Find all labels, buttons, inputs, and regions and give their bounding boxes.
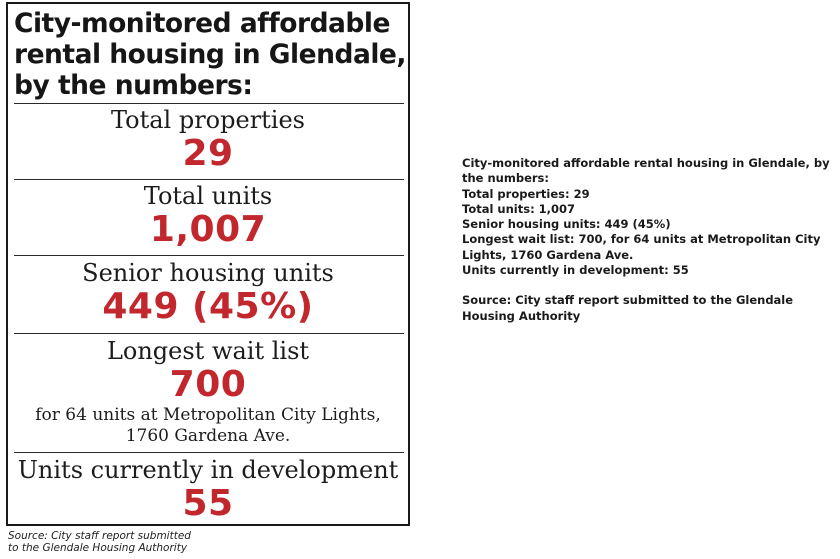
divider	[14, 452, 404, 453]
text-alternative	[462, 156, 838, 324]
infographic-title: City-monitored affordable rental housing in Glendale, by the numbers:	[14, 8, 406, 101]
stat-detail	[8, 405, 408, 447]
infographic-source	[8, 530, 191, 554]
stat-value: 29	[182, 133, 234, 174]
stat-detail-line: 1760 Gardena Ave.	[125, 426, 291, 446]
text-alt-line: Units currently in development: 55	[462, 263, 689, 278]
stat-detail-line: for 64 units at Metropolitan City Lights,	[35, 405, 381, 425]
source-line: to the Glendale Housing Authority	[8, 542, 188, 554]
text-alt-line: Longest wait list: 700, for 64 units at Metropolitan City Lights, 1760 Gardena Ave.	[462, 232, 821, 262]
text-alt-title: City-monitored affordable rental housing in Glendale, by the numbers:	[462, 156, 830, 186]
divider	[14, 103, 404, 104]
stat-senior-housing	[8, 259, 408, 327]
stat-label: Longest wait list	[106, 337, 310, 365]
stat-total-units	[8, 182, 408, 250]
divider	[14, 333, 404, 334]
text-alt-line: Total units: 1,007	[462, 201, 576, 216]
stat-value: 1,007	[149, 209, 267, 250]
stat-longest-wait-list	[8, 337, 408, 447]
stat-total-properties	[8, 106, 408, 174]
stat-value: 449 (45%)	[102, 286, 314, 327]
text-alt-source: Source: City staff report submitted to the Glendale Housing Authority	[462, 293, 794, 323]
stat-label: Total properties	[110, 106, 305, 134]
stat-label: Total units	[143, 182, 273, 210]
text-alt-line: Senior housing units: 449 (45%)	[462, 217, 671, 232]
divider	[14, 179, 404, 180]
divider	[14, 255, 404, 256]
stat-label: Units currently in development	[17, 456, 399, 484]
stat-label: Senior housing units	[82, 259, 334, 287]
stat-value: 55	[182, 483, 234, 524]
stat-units-in-development	[8, 456, 408, 524]
stat-value: 700	[169, 364, 247, 405]
source-line: Source: City staff report submitted	[8, 530, 191, 542]
infographic-panel	[6, 2, 410, 526]
text-alt-line: Total properties: 29	[462, 186, 590, 201]
